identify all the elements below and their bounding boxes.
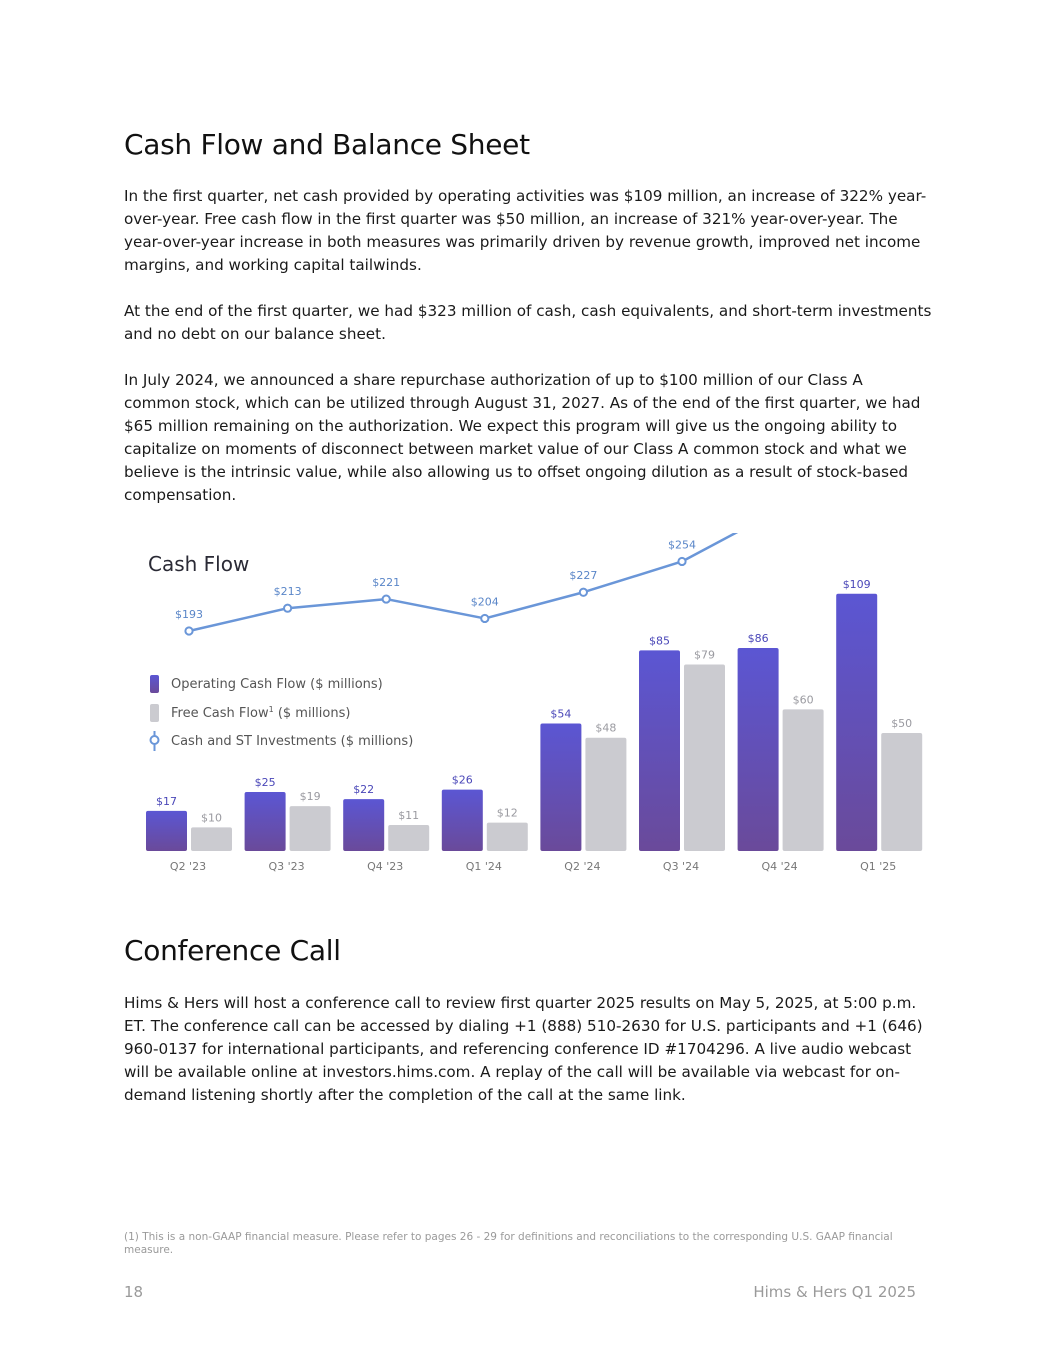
data-label-free-cash-flow: $50 <box>891 717 913 730</box>
data-label-cash-st-investments: $254 <box>668 538 696 552</box>
paragraph-balance-sheet: At the end of the first quarter, we had $323 million of cash, cash equivalents, and short-term investments and no debt on our balance sheet. <box>124 302 932 343</box>
legend-swatch-operating-cash-flow <box>150 675 159 693</box>
chart-legend <box>150 675 413 751</box>
data-label-operating-cash-flow: $25 <box>254 776 276 789</box>
legend-label-free-cash-flow: Free Cash Flow$^1$ ($ millions) <box>171 705 351 721</box>
data-label-cash-st-investments: $221 <box>372 576 401 590</box>
bar-operating-cash-flow <box>146 811 187 851</box>
legend-label-cash-st-investments: Cash and ST Investments ($ millions) <box>171 734 414 749</box>
data-label-cash-st-investments: $213 <box>273 585 302 599</box>
bar-free-cash-flow <box>783 709 824 851</box>
data-label-free-cash-flow: $79 <box>694 648 715 662</box>
data-label-free-cash-flow: $11 <box>398 809 420 823</box>
legend-swatch-free-cash-flow <box>150 704 159 722</box>
data-label-operating-cash-flow: $54 <box>550 707 572 721</box>
footer-doc-title: Hims & Hers Q1 2025 <box>753 1283 916 1301</box>
x-axis-tick-label: Q4 '24 <box>761 860 798 873</box>
chart-title: Cash Flow <box>148 552 250 576</box>
bar-operating-cash-flow <box>245 792 286 851</box>
data-label-free-cash-flow: $60 <box>792 693 814 707</box>
line-cash-st-investments <box>189 533 879 631</box>
paragraph-cash-flow-summary: In the first quarter, net cash provided by operating activities was $109 million, an increase of 322% year-over-year. Free cash flow in the first quarter was $50 million, an increase of 321% year-over-year. The year-over-year increase in both measures was primarily driven by revenue growth, improved net income margins, and working capital tailwinds. <box>124 187 927 274</box>
data-label-free-cash-flow: $19 <box>299 790 321 804</box>
point-cash-st-investments <box>284 605 291 612</box>
data-label-cash-st-investments: $227 <box>569 569 598 583</box>
x-axis-tick-label: Q1 '25 <box>860 860 897 873</box>
data-label-operating-cash-flow: $109 <box>842 577 871 591</box>
bar-operating-cash-flow <box>343 799 384 851</box>
bar-free-cash-flow <box>290 806 331 851</box>
point-cash-st-investments <box>481 615 488 622</box>
bar-free-cash-flow <box>585 738 626 851</box>
bar-free-cash-flow <box>487 823 528 851</box>
footnote: (1) This is a non-GAAP financial measure. Please refer to pages 26 - 29 for definitions and reconciliations to the corresponding U.S. GAAP financial measure. <box>124 1231 893 1256</box>
data-label-free-cash-flow: $10 <box>201 811 222 825</box>
data-label-free-cash-flow: $12 <box>496 806 518 820</box>
cash-flow-chart <box>138 533 928 883</box>
x-axis-tick-label: Q3 '23 <box>268 860 305 873</box>
data-label-operating-cash-flow: $22 <box>353 783 375 797</box>
bar-operating-cash-flow <box>639 650 680 851</box>
point-cash-st-investments <box>185 627 192 634</box>
x-axis-tick-label: Q1 '24 <box>465 860 502 873</box>
cash-flow-section <box>124 128 932 507</box>
section-title-cash-flow: Cash Flow and Balance Sheet <box>124 128 530 161</box>
bar-operating-cash-flow <box>442 790 483 851</box>
bar-free-cash-flow <box>388 825 429 851</box>
bar-free-cash-flow <box>881 733 922 851</box>
legend-marker-cash-st <box>151 736 159 744</box>
bar-free-cash-flow <box>684 665 725 851</box>
conference-call-section <box>124 934 932 1107</box>
data-label-operating-cash-flow: $17 <box>156 794 177 808</box>
x-axis-tick-label: Q4 '23 <box>367 860 404 873</box>
data-label-operating-cash-flow: $85 <box>649 634 670 648</box>
bar-operating-cash-flow <box>540 724 581 851</box>
section-title-conference-call: Conference Call <box>124 934 341 967</box>
x-axis-tick-label: Q3 '24 <box>662 860 700 873</box>
x-axis-tick-label: Q2 '24 <box>564 860 601 873</box>
bar-operating-cash-flow <box>738 648 779 851</box>
page-number: 18 <box>124 1283 144 1301</box>
paragraph-conference-call: Hims & Hers will host a conference call to review first quarter 2025 results on May 5, 2025, at 5:00 p.m. ET. The conference call can be accessed by dialing +1 (888) 510-2630 for U.S. participants and +1 (646) 960-0137 for international participants, and referencing conference ID #1704296. A live audio webcast will be available online at investors.hims.com. A replay of the call will be available via webcast for on-demand listening shortly after the completion of the call at the same link. <box>124 994 923 1104</box>
data-label-operating-cash-flow: $26 <box>451 773 473 787</box>
point-cash-st-investments <box>383 595 390 602</box>
bar-free-cash-flow <box>191 827 232 851</box>
chart-line-series <box>175 533 893 635</box>
data-label-operating-cash-flow: $86 <box>747 632 769 646</box>
data-label-cash-st-investments: $193 <box>175 608 203 621</box>
x-axis-tick-label: Q2 '23 <box>169 860 207 873</box>
legend-label-operating-cash-flow: Operating Cash Flow ($ millions) <box>171 677 383 692</box>
bar-operating-cash-flow <box>836 594 877 851</box>
point-cash-st-investments <box>678 558 685 565</box>
data-label-cash-st-investments: $204 <box>470 595 499 609</box>
chart-x-axis-labels <box>170 860 896 873</box>
point-cash-st-investments <box>580 589 587 596</box>
paragraph-share-repurchase: In July 2024, we announced a share repurchase authorization of up to $100 million of our Class A common stock, which can be utilized through August 31, 2027. As of the end of the first quarter, we had $65 million remaining on the authorization. We expect this program will give us the ongoing ability to capitalize on moments of disconnect between market value of our Class A common stock and what we believe is the intrinsic value, while also allowing us to offset ongoing dilution as a result of stock-based compensation. <box>124 371 921 504</box>
data-label-free-cash-flow: $48 <box>595 721 617 735</box>
